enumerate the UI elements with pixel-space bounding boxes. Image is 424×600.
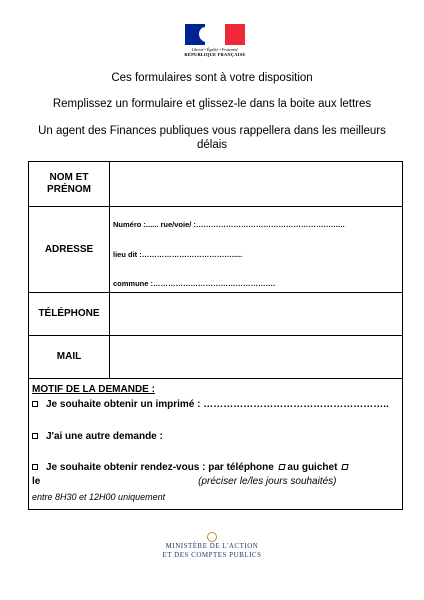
intro-callback-line1: Un agent des Finances publiques vous rappellera dans les meilleurs: [38, 125, 386, 137]
intro-availability: Ces formulaires sont à votre disposition: [111, 72, 313, 84]
rdv-date-field[interactable]: [32, 476, 337, 487]
telephone-label: TÉLÉPHONE: [29, 293, 110, 335]
adresse-row: [29, 207, 402, 293]
intro-instructions: Remplissez un formulaire et glissez-le dans la boite aux lettres: [52, 98, 372, 110]
nom-row: [29, 162, 402, 207]
guichet-label: au guichet: [287, 462, 338, 473]
ministry-line1: MINISTÈRE DE L'ACTION: [165, 542, 259, 550]
le-label: le: [32, 476, 41, 487]
option-imprime-label: Je souhaite obtenir un imprimé : ………………………………………………..: [46, 399, 389, 410]
nom-label-line1: NOM ET: [49, 172, 89, 183]
ministry-logo: [140, 532, 284, 560]
hours-note: entre 8H30 et 12H00 uniquement: [32, 492, 166, 502]
logo-republic: RÉPUBLIQUE FRANÇAISE: [184, 52, 246, 57]
telephone-checkbox-icon[interactable]: [278, 464, 285, 470]
option-autre[interactable]: [32, 431, 163, 442]
nom-label: [29, 162, 110, 206]
ministry-emblem-icon: [207, 532, 217, 542]
nom-label-line2: PRÉNOM: [47, 184, 91, 195]
option-imprime[interactable]: [32, 399, 389, 410]
option-rdv-label: Je souhaite obtenir rendez-vous : par téléphone: [46, 462, 274, 473]
mail-row: [29, 336, 402, 379]
adresse-commune-field[interactable]: commune :………………………………………….: [113, 279, 276, 288]
motif-section: [29, 379, 402, 510]
guichet-checkbox-icon[interactable]: [342, 464, 349, 470]
logo-motto: Liberté • Égalité • Fraternité: [191, 47, 239, 52]
adresse-numero-field[interactable]: Numéro :...... rue/voie/ :……………………………………………….…..: [113, 220, 345, 229]
option-rdv[interactable]: [32, 462, 348, 473]
ministry-line2: ET DES COMPTES PUBLICS: [162, 551, 262, 559]
intro-callback-line2: délais: [196, 139, 228, 151]
telephone-row: [29, 293, 402, 336]
marianne-logo: [184, 24, 246, 57]
checkbox-icon[interactable]: [32, 464, 38, 470]
intro-callback: [20, 124, 404, 152]
option-autre-label: J'ai une autre demande :: [46, 431, 163, 442]
adresse-lieu-field[interactable]: lieu dit :……………………………….....: [113, 250, 243, 259]
adresse-label: ADRESSE: [29, 207, 110, 292]
mail-label: MAIL: [29, 336, 110, 378]
preciser-note: (préciser le/les jours souhaités): [198, 476, 337, 487]
checkbox-icon[interactable]: [32, 401, 38, 407]
motif-title: MOTIF DE LA DEMANDE :: [32, 384, 155, 395]
checkbox-icon[interactable]: [32, 433, 38, 439]
flag-icon: [185, 24, 245, 45]
request-form: [28, 161, 403, 510]
